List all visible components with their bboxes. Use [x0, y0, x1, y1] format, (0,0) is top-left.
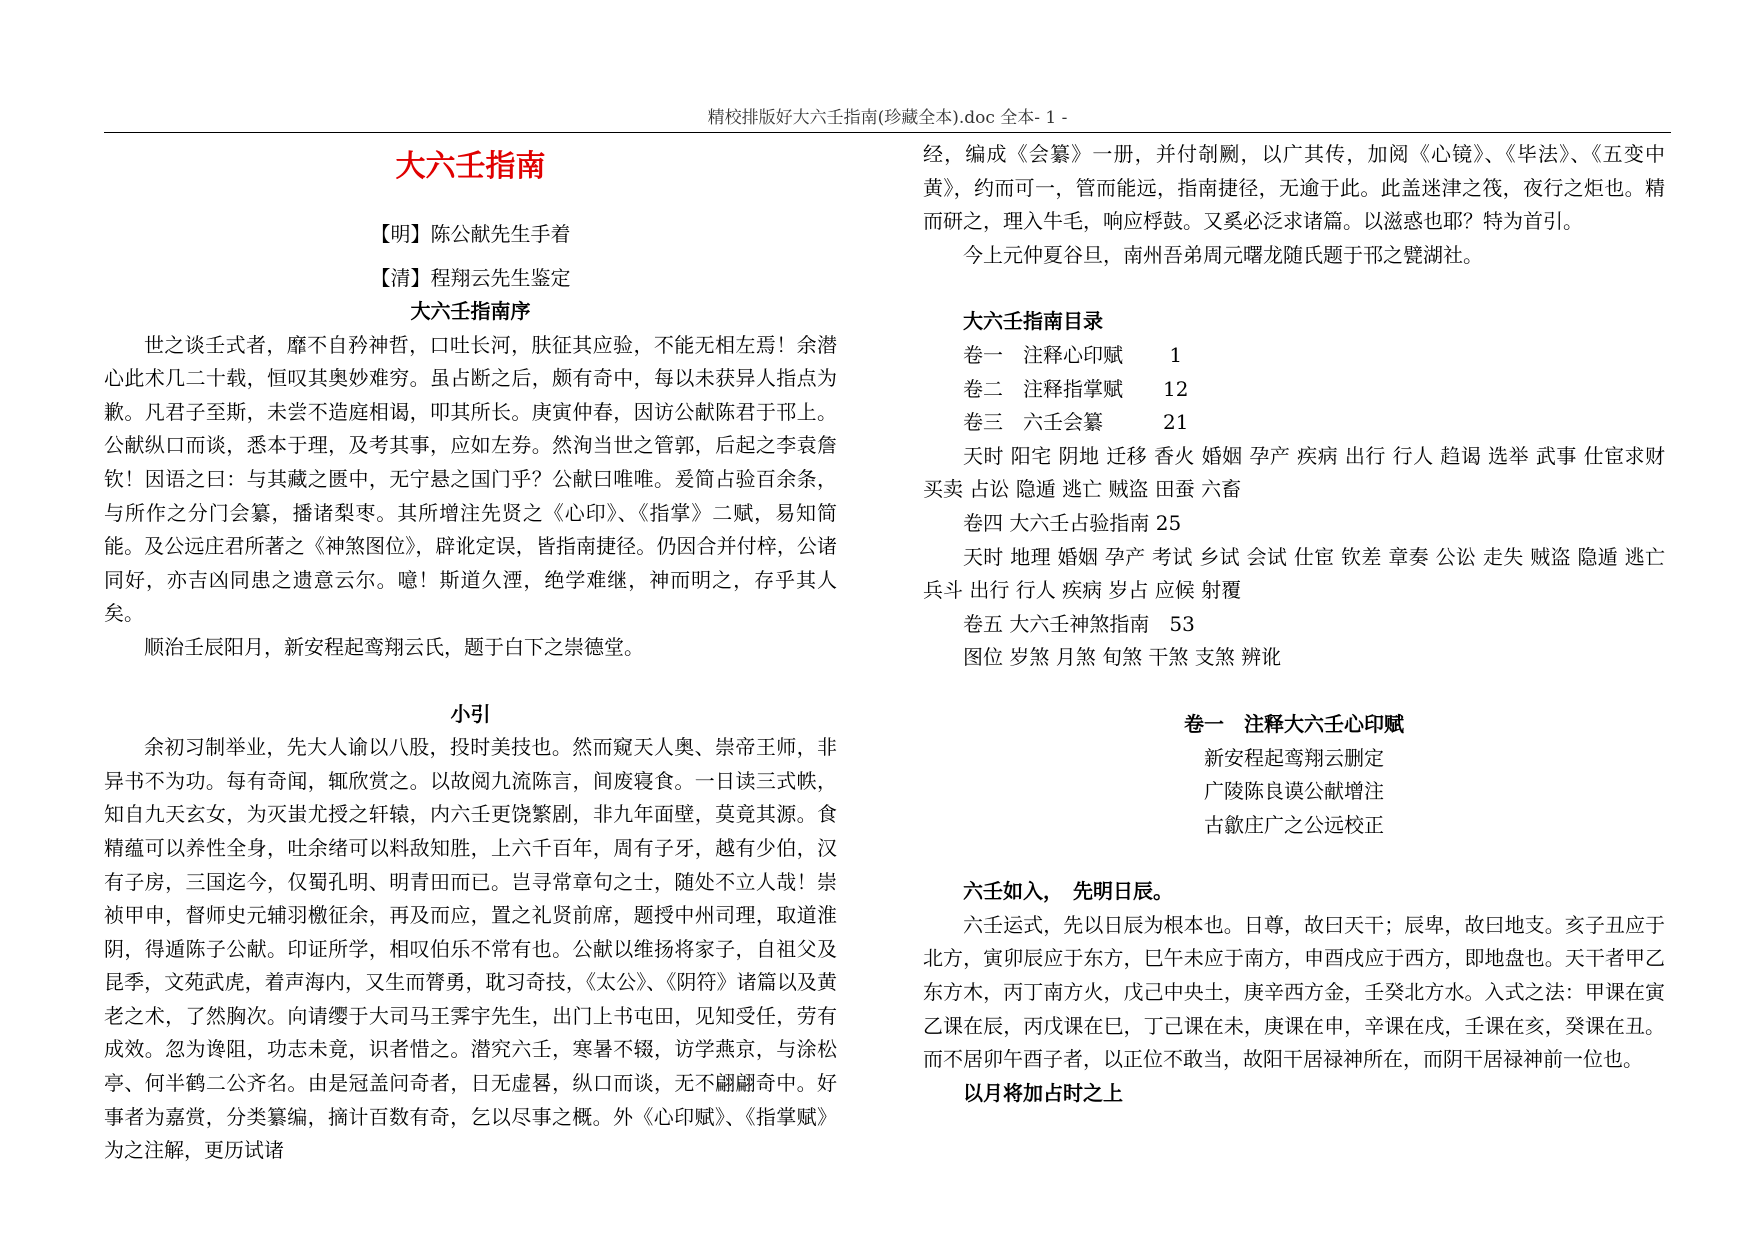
section-body-1: 六壬运式，先以日辰为根本也。日尊，故曰天干；辰卑，故曰地支。亥子丑应于北方，寅卯辰应于东方，巳午未应于南方，申酉戌应于西方，即地盘也。天干者甲乙东方木，丙丁南方火，戊己中央土，庚辛西方金，壬癸北方水。入式之法：甲课在寅乙课在辰，丙戊课在巳，丁己课在未，庚课在申，辛课在戌，壬课在亥，癸课在丑。而不居卯午酉子者，以正位不敢当，故阳干居禄神所在，而阴干居禄神前一位也。 [923, 912, 1665, 1072]
preface-paragraph: 世之谈壬式者，靡不自矜神哲，口吐长河，肤征其应验，不能无相左焉！余潜心此术几二十载，恒叹其奥妙难穷。虽占断之后，颇有奇中，每以未获异人指点为歉。凡君子至斯，未尝不造庭相谒，叩其所长。庚寅仲春，因访公献陈君于邗上。公献纵口而谈，悉本于理，及考其事，应如左券。然洵当世之管郭，后起之李袁詹钦！因语之曰：与其藏之匮中，无宁悬之国门乎？公献曰唯唯。爰简占验百余条，与所作之分门会纂，播诸梨枣。其所增注先贤之《心印》、《指掌》二赋，易知简能。及公远庄君所著之《神煞图位》，辟讹定误，皆指南捷径。仍因合并付梓，公诸同好，亦吉凶同患之遗意云尔。噫！斯道久湮，绝学难继，神而明之，存乎其人矣。 [104, 332, 837, 626]
preface-title: 大六壬指南序 [410, 299, 531, 323]
preface-signature: 顺治壬辰阳月，新安程起鸾翔云氏，题于白下之崇德堂。 [144, 634, 644, 659]
section-heading-2: 以月将加占时之上 [963, 1080, 1123, 1105]
spacer [923, 675, 1665, 708]
appraiser-line: 【清】程翔云先生鉴定 [370, 266, 571, 290]
intro-continuation: 经，编成《会纂》一册，并付剞劂，以广其传，加阅《心镜》、《毕法》、《五变中黄》，约而可一，管而能远，指南捷径，无逾于此。此盖迷津之筏，夜行之炬也。精而研之，理入牛毛，响应桴鼓。又奚必泛求诸篇。以滋惑也耶？特为首引。 [923, 142, 1665, 234]
toc-entry-4: 卷四 大六壬占验指南 25 [963, 510, 1182, 535]
intro-title: 小引 [450, 701, 491, 726]
intro-signature: 今上元仲夏谷旦，南州吾弟周元曙龙随氏题于邗之甓湖社。 [963, 242, 1483, 267]
toc-title: 大六壬指南目录 [963, 309, 1103, 334]
toc-entry-5-topics: 图位 岁煞 月煞 旬煞 干煞 支煞 辨讹 [963, 645, 1282, 670]
left-column [104, 138, 837, 1168]
toc-entry-1: 卷一 注释心印赋 1 [963, 342, 1183, 367]
document-title: 大六壬指南 [395, 149, 546, 184]
editor-line-1: 新安程起鸾翔云删定 [1204, 745, 1384, 770]
toc-entry-4-topics: 天时 地理 婚姻 孕产 考试 乡试 会试 仕宦 钦差 章奏 公讼 走失 贼盗 隐遁 逃亡 兵斗 出行 行人 疾病 岁占 应候 射覆 [923, 544, 1665, 603]
intro-paragraph: 余初习制举业，先大人谕以八股，投时美技也。然而窥天人奥、崇帝王师，非异书不为功。每有奇闻，辄欣赏之。以故阅九流陈言，间废寝食。一日读三式帙，知自九天玄女，为灭蚩尤授之轩辕，内六壬更饶繁剧，非九年面壁，莫竟其源。食精蕴可以养性全身，吐余绪可以料敌知胜，上六千百年，周有子牙，越有少伯，汉有子房，三国迄今，仅蜀孔明、明青田而已。岂寻常章句之士，随处不立人哉！崇祯甲申，督师史元辅羽檄征余，再及而应，置之礼贤前席，题授中州司理，取道淮阴，得遁陈子公献。印证所学，相叹伯乐不常有也。公献以维扬将家子，自祖父及昆季，文苑武虎，着声海内，又生而膂勇，耽习奇技，《太公》、《阴符》诸篇以及黄老之术，了然胸次。向请缨于大司马王霁宇先生，出门上书屯田，见知受任，劳有成效。忽为谗阻，功志未竟，识者惜之。潜究六壬，寒暑不辍，访学燕京，与涂松亭、何半鹤二公齐名。由是冠盖问奇者，日无虚晷，纵口而谈，无不翩翩奇中。好事者为嘉赏，分类纂编，摘计百数有奇，乞以尽事之概。外《心印赋》、《指掌赋》为之注解，更历试诸 [104, 735, 837, 1163]
toc-entry-3: 卷三 六壬会纂 21 [963, 410, 1189, 435]
spacer [923, 272, 1665, 305]
spacer [923, 842, 1665, 875]
page-header: 精校排版好大六壬指南(珍藏全本).doc 全本- 1 - [104, 104, 1671, 133]
author-line: 【明】陈公献先生手着 [370, 222, 571, 246]
volume-title: 卷一 注释大六壬心印赋 [1184, 711, 1404, 736]
toc-entry-5: 卷五 大六壬神煞指南 53 [963, 611, 1195, 636]
toc-entry-3-topics: 天时 阳宅 阴地 迁移 香火 婚姻 孕产 疾病 出行 行人 趋谒 选举 武事 仕宦求财 买卖 占讼 隐遁 逃亡 贼盗 田蚕 六畜 [923, 443, 1665, 502]
section-heading-1: 六壬如入， 先明日辰。 [963, 879, 1173, 904]
spacer [104, 665, 837, 698]
toc-entry-2: 卷二 注释指掌赋 12 [963, 376, 1189, 401]
editor-line-2: 广陵陈良谟公献增注 [1204, 779, 1384, 804]
editor-line-3: 古歙庄广之公远校正 [1204, 812, 1384, 837]
right-column [923, 138, 1665, 1110]
